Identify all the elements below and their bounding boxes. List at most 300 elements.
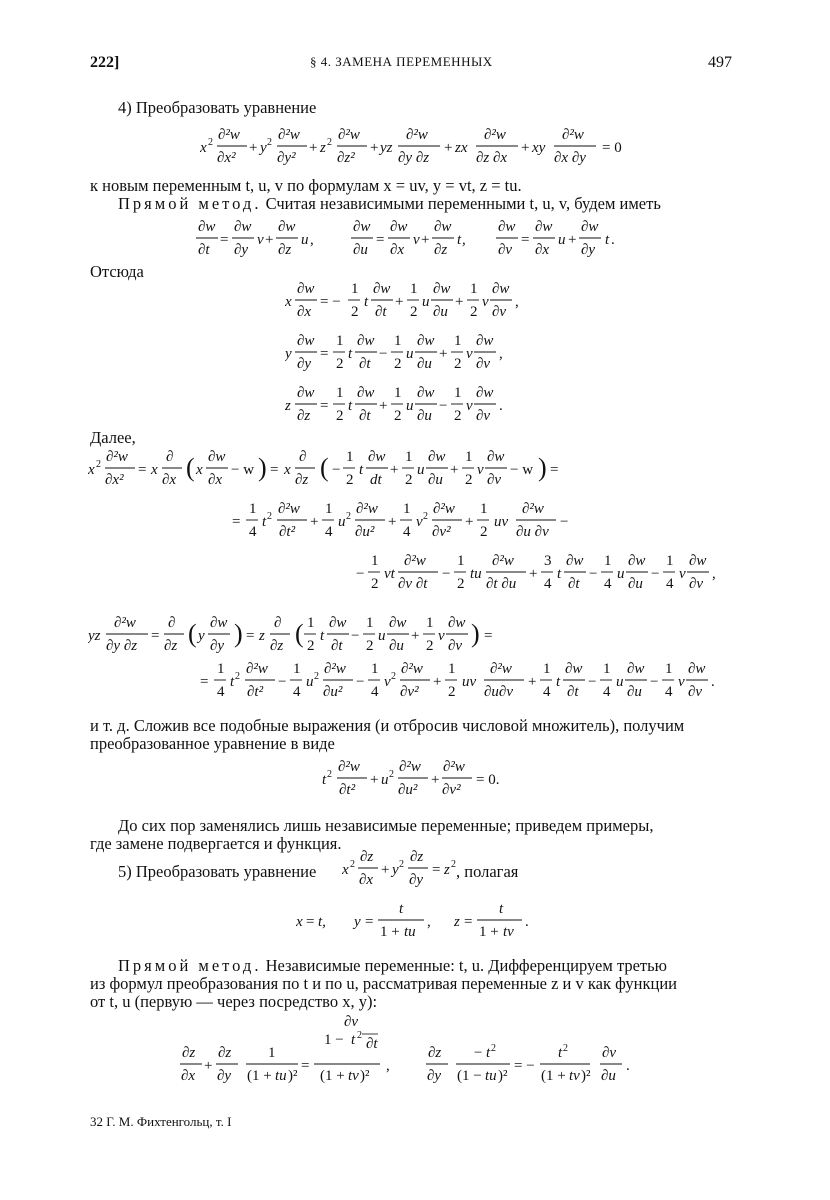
svg-text:∂w: ∂w [390,219,408,235]
svg-text:2: 2 [399,859,404,870]
svg-text:∂²w: ∂²w [406,127,428,143]
direct-method-2-line [118,956,667,976]
page-footer: 32 Г. М. Фихтенгольц, т. I [90,1114,232,1129]
svg-text:u: u [558,232,566,248]
svg-text:v: v [466,398,473,414]
svg-text:4: 4 [325,524,333,540]
svg-text:(: ( [188,619,197,648]
svg-text:u: u [616,674,624,690]
svg-text:1: 1 [448,661,456,677]
svg-text:+: + [521,140,530,156]
svg-text:2: 2 [394,408,402,424]
svg-text:− w: − w [231,462,255,478]
svg-text:4: 4 [371,684,379,700]
svg-text:=: = [550,462,559,478]
section-title: § 4. ЗАМЕНА ПЕРЕМЕННЫХ [310,54,493,69]
svg-text:=: = [270,462,279,478]
svg-text:∂v: ∂v [602,1045,617,1061]
svg-text:(: ( [186,453,195,482]
svg-text:∂u: ∂u [628,576,643,592]
svg-text:−: − [356,566,365,582]
svg-text:∂w: ∂w [297,281,315,297]
svg-text:=: = [521,232,530,248]
svg-text:∂w: ∂w [688,661,706,677]
svg-text:y: y [198,628,205,644]
svg-text:v: v [466,346,473,362]
svg-text:dt: dt [370,472,382,488]
svg-text:1: 1 [405,449,413,465]
svg-text:∂v: ∂v [487,472,502,488]
svg-text:+: + [379,398,388,414]
svg-text:1: 1 [454,333,462,349]
svg-text:∂z: ∂z [428,1045,442,1061]
svg-text:∂v²: ∂v² [442,782,461,798]
svg-text:2: 2 [454,356,462,372]
problem-5-start: 5) Преобразовать уравнение [118,862,317,881]
svg-text:t: t [558,1045,563,1061]
equation-first-derivatives [196,214,636,269]
svg-text:∂²w: ∂²w [356,501,378,517]
svg-text:2: 2 [357,1030,362,1041]
svg-text:∂v: ∂v [688,684,703,700]
svg-text:1: 1 [336,385,344,401]
svg-text:∂w: ∂w [448,615,466,631]
svg-text:tu: tu [470,566,482,582]
svg-text:4: 4 [603,684,611,700]
svg-text:∂w: ∂w [357,385,375,401]
svg-text:+: + [370,772,379,788]
svg-text:t: t [348,398,353,414]
svg-text:z: z [444,862,450,878]
svg-text:v: v [678,674,685,690]
svg-text:v: v [438,628,445,644]
svg-text:t: t [322,772,327,788]
svg-text:=: = [464,914,473,930]
svg-text:+: + [439,346,448,362]
svg-text:∂w: ∂w [210,615,228,631]
svg-text:4: 4 [665,684,673,700]
svg-text:2: 2 [391,671,396,682]
svg-text:4: 4 [604,576,612,592]
svg-text:=: = [320,346,329,362]
summing-line-2: преобразованное уравнение в виде [90,734,335,753]
svg-text:t,: t, [318,914,326,930]
equation-y-dwdy [285,328,555,383]
svg-text:∂v²: ∂v² [400,684,419,700]
svg-text:u: u [381,772,389,788]
svg-text:∂u: ∂u [353,242,368,258]
svg-text:∂²w: ∂²w [433,501,455,517]
svg-text:1: 1 [543,661,551,677]
svg-text:tv: tv [503,924,514,940]
svg-text:−: − [651,566,660,582]
svg-text:∂²w: ∂²w [484,127,506,143]
svg-text:∂w: ∂w [581,219,599,235]
svg-text:∂x: ∂x [297,304,312,320]
svg-text:1: 1 [394,385,402,401]
svg-text:∂t ∂u: ∂t ∂u [486,576,517,592]
svg-text:): ) [258,453,267,482]
svg-text:∂v: ∂v [476,356,491,372]
svg-text:x: x [284,462,291,478]
svg-text:+: + [309,140,318,156]
svg-text:t: t [364,294,369,310]
svg-text:u: u [422,294,430,310]
svg-text:zx: zx [455,140,468,156]
svg-text:+: + [465,514,474,530]
svg-text:tu: tu [485,1068,497,1084]
svg-text:∂x: ∂x [181,1068,196,1084]
svg-text:1: 1 [465,449,473,465]
svg-text:−: − [650,674,659,690]
svg-text:−: − [278,674,287,690]
svg-text:=: = [301,1058,310,1074]
svg-text:∂w: ∂w [566,553,584,569]
svg-text:3: 3 [544,553,552,569]
svg-text:.: . [611,232,615,248]
svg-text:∂y: ∂y [217,1068,232,1084]
svg-text:∂w: ∂w [389,615,407,631]
svg-text:=: = [306,914,315,930]
svg-text:,: , [386,1058,390,1074]
svg-text:∂w: ∂w [535,219,553,235]
svg-text:= −: = − [514,1058,535,1074]
svg-text:∂t: ∂t [359,408,371,424]
equation-x-dwdx [285,276,555,331]
equation-yz-line2 [200,656,745,713]
problem-4-statement: 4) Преобразовать уравнение [118,98,317,117]
svg-text:y: y [392,862,399,878]
svg-text:∂y: ∂y [581,242,596,258]
svg-text:∂²w: ∂²w [562,127,584,143]
svg-text:tu: tu [275,1068,287,1084]
svg-text:∂t: ∂t [366,1036,378,1052]
svg-text:t: t [557,566,562,582]
svg-text:1: 1 [307,615,315,631]
svg-text:4: 4 [543,684,551,700]
svg-text:2: 2 [336,408,344,424]
svg-text:): ) [538,453,547,482]
svg-text:2: 2 [563,1043,568,1054]
svg-text:∂x²: ∂x² [105,472,124,488]
svg-text:∂t: ∂t [198,242,210,258]
svg-text:t: t [556,674,561,690]
svg-text:∂²w: ∂²w [106,449,128,465]
direct-method-text: Считая независимыми переменными t, u, v, будем иметь [265,194,661,213]
svg-text:∂z: ∂z [270,638,284,654]
svg-text:1: 1 [351,281,359,297]
svg-text:∂w: ∂w [373,281,391,297]
note-line-1: До сих пор заменялись лишь независимые переменные; приведем примеры, [118,816,654,835]
svg-text:u: u [406,398,414,414]
svg-text:∂u: ∂u [417,408,432,424]
svg-text:∂v: ∂v [492,304,507,320]
svg-text:+: + [433,674,442,690]
svg-text:∂²w: ∂²w [522,501,544,517]
svg-text:∂u: ∂u [627,684,642,700]
svg-text:tv: tv [569,1068,580,1084]
svg-text:∂²w: ∂²w [114,615,136,631]
svg-text:2: 2 [480,524,488,540]
svg-text:v: v [416,514,423,530]
svg-text:= 0.: = 0. [476,772,500,788]
equation-x2-line2 [232,496,592,551]
svg-text:=: = [151,628,160,644]
svg-text:2: 2 [426,638,434,654]
svg-text:x: x [285,294,292,310]
svg-text:∂t: ∂t [359,356,371,372]
svg-text:∂t²: ∂t² [339,782,356,798]
svg-text:∂: ∂ [168,615,176,631]
svg-text:(1 −: (1 − [457,1068,482,1084]
svg-text:+: + [388,514,397,530]
svg-text:2: 2 [448,684,456,700]
svg-text:z: z [320,140,326,156]
svg-text:+: + [444,140,453,156]
note-line-2: где замене подвергается и функция. [90,834,342,853]
svg-text:1: 1 [249,501,257,517]
equation-z-dwdz [285,380,555,435]
svg-text:∂²w: ∂²w [218,127,240,143]
svg-text:vt: vt [384,566,395,582]
svg-text:2: 2 [423,511,428,522]
svg-text:∂u∂v: ∂u∂v [484,684,513,700]
svg-text:∂w: ∂w [476,385,494,401]
svg-text:(1 +: (1 + [247,1068,272,1084]
svg-text:+: + [421,232,430,248]
svg-text:∂y: ∂y [210,638,225,654]
svg-text:∂w: ∂w [357,333,375,349]
svg-text:∂u²: ∂u² [323,684,343,700]
direct-method-line [118,194,661,214]
svg-text:∂w: ∂w [434,219,452,235]
svg-text:2: 2 [351,304,359,320]
svg-text:4: 4 [403,524,411,540]
svg-text:∂w: ∂w [417,333,435,349]
svg-text:2: 2 [327,769,332,780]
svg-text:y: y [285,346,292,362]
svg-text:)²: )² [581,1068,591,1084]
equation-x2-line3 [356,548,740,603]
svg-text:): ) [234,619,243,648]
svg-text:u: u [306,674,314,690]
svg-text:=: = [246,628,255,644]
svg-text:∂v²: ∂v² [432,524,451,540]
svg-text:∂z: ∂z [278,242,292,258]
svg-text:−: − [439,398,448,414]
svg-text:∂v: ∂v [476,408,491,424]
svg-text:− w: − w [510,462,534,478]
svg-text:∂w: ∂w [353,219,371,235]
svg-text:u: u [378,628,386,644]
svg-text:2: 2 [410,304,418,320]
svg-text:+: + [310,514,319,530]
svg-text:−: − [560,514,569,530]
svg-text:1: 1 [403,501,411,517]
svg-text:.: . [525,914,529,930]
svg-text:yz: yz [88,628,101,644]
svg-text:1: 1 [666,553,674,569]
svg-text:+: + [370,140,379,156]
svg-text:∂w: ∂w [428,449,446,465]
svg-text:∂²w: ∂²w [492,553,514,569]
svg-text:+: + [265,232,274,248]
svg-text:−: − [442,566,451,582]
svg-text:∂²w: ∂²w [443,759,465,775]
svg-text:∂z: ∂z [297,408,311,424]
svg-text:+: + [395,294,404,310]
svg-text:+: + [249,140,258,156]
svg-text:∂w: ∂w [498,219,516,235]
svg-text:.: . [499,398,503,414]
svg-text:(: ( [320,453,329,482]
new-variables-text: к новым переменным t, u, v по формулам x = uv, y = vt, z = tu. [90,176,522,195]
summing-line-1: и т. д. Сложив все подобные выражения (и отбросив числовой множитель), получим [90,716,685,735]
svg-text:t: t [399,901,404,917]
svg-text:+: + [528,674,537,690]
svg-text:+: + [450,462,459,478]
svg-text:,: , [499,346,503,362]
svg-text:1: 1 [426,615,434,631]
svg-text:∂w: ∂w [565,661,583,677]
svg-text:1: 1 [457,553,465,569]
svg-text:−: − [474,1045,483,1061]
svg-text:2: 2 [350,859,355,870]
svg-text:1: 1 [336,333,344,349]
svg-text:∂x: ∂x [208,472,223,488]
svg-text:tv: tv [348,1068,359,1084]
equation-problem-5 [342,844,472,899]
svg-text:2: 2 [235,671,240,682]
svg-text:−: − [589,566,598,582]
svg-text:): ) [471,619,480,648]
svg-text:1 +: 1 + [380,924,400,940]
svg-text:4: 4 [293,684,301,700]
svg-text:(1 +: (1 + [320,1068,345,1084]
further-label: Далее, [90,428,136,447]
svg-text:−: − [351,628,360,644]
svg-text:+: + [390,462,399,478]
svg-text:1: 1 [480,501,488,517]
svg-text:t: t [262,514,267,530]
svg-text:2: 2 [267,511,272,522]
svg-text:∂w: ∂w [689,553,707,569]
svg-text:2: 2 [336,356,344,372]
svg-text:2: 2 [314,671,319,682]
svg-text:∂v: ∂v [689,576,704,592]
svg-text:∂t²: ∂t² [279,524,296,540]
svg-text:t: t [230,674,235,690]
svg-text:=: = [320,398,329,414]
svg-text:z: z [259,628,265,644]
svg-text:∂x: ∂x [162,472,177,488]
svg-text:t: t [320,628,325,644]
svg-text:2: 2 [394,356,402,372]
svg-text:1: 1 [371,661,379,677]
svg-text:x: x [151,462,158,478]
svg-text:∂x²: ∂x² [217,150,236,166]
svg-text:∂z: ∂z [434,242,448,258]
svg-text:.: . [711,674,715,690]
svg-text:,: , [310,232,314,248]
svg-text:∂w: ∂w [368,449,386,465]
svg-text:(: ( [295,619,304,648]
svg-text:,: , [427,914,431,930]
svg-text:∂: ∂ [166,449,174,465]
formulas-line-2: от t, u (первую — через посредство x, y): [90,992,378,1011]
svg-text:u: u [338,514,346,530]
svg-text:v: v [413,232,420,248]
svg-text:1: 1 [366,615,374,631]
svg-text:v: v [257,232,264,248]
svg-text:t: t [359,462,364,478]
svg-text:∂t: ∂t [331,638,343,654]
svg-text:∂²w: ∂²w [490,661,512,677]
svg-text:u: u [406,346,414,362]
svg-text:=: = [365,914,374,930]
svg-text:∂w: ∂w [198,219,216,235]
problem-5-end: , полагая [456,862,519,881]
svg-text:1 −: 1 − [324,1032,344,1048]
svg-text:∂w: ∂w [476,333,494,349]
svg-text:∂²w: ∂²w [324,661,346,677]
svg-text:t: t [486,1045,491,1061]
page-number: 497 [708,54,732,71]
svg-text:∂v: ∂v [498,242,513,258]
svg-text:∂z ∂x: ∂z ∂x [476,150,508,166]
svg-text:xy: xy [532,140,546,156]
svg-text:∂z: ∂z [182,1045,196,1061]
svg-text:2: 2 [457,576,465,592]
direct-method-2-text: Независимые переменные: t, u. Дифференцируем третью [265,956,667,975]
svg-text:∂w: ∂w [297,385,315,401]
svg-text:1: 1 [371,553,379,569]
direct-method-2-label: Прямой метод. [118,956,262,975]
svg-text:z: z [454,914,460,930]
svg-text:∂t: ∂t [568,576,580,592]
svg-text:,: , [462,232,466,248]
page-reference: 222] [90,54,120,71]
svg-text:∂z: ∂z [218,1045,232,1061]
svg-text:=: = [484,628,493,644]
svg-text:∂y: ∂y [409,872,424,888]
svg-text:=: = [376,232,385,248]
svg-text:+: + [455,294,464,310]
svg-text:tu: tu [404,924,416,940]
svg-text:2: 2 [454,408,462,424]
svg-text:=: = [138,462,147,478]
svg-text:t: t [457,232,462,248]
svg-text:v: v [384,674,391,690]
svg-text:∂w: ∂w [417,385,435,401]
svg-text:−: − [588,674,597,690]
svg-text:=: = [200,674,209,690]
svg-text:∂²w: ∂²w [399,759,421,775]
svg-text:x: x [88,462,95,478]
svg-text:1: 1 [293,661,301,677]
svg-text:∂²w: ∂²w [246,661,268,677]
svg-text:u: u [301,232,309,248]
svg-text:2: 2 [327,137,332,148]
svg-text:1 +: 1 + [479,924,499,940]
hence-label: Отсюда [90,262,144,281]
svg-text:t: t [499,901,504,917]
svg-text:∂u ∂v: ∂u ∂v [516,524,549,540]
svg-text:∂: ∂ [274,615,282,631]
direct-method-label: Прямой метод. [118,194,262,213]
svg-text:1: 1 [665,661,673,677]
svg-text:,: , [515,294,519,310]
